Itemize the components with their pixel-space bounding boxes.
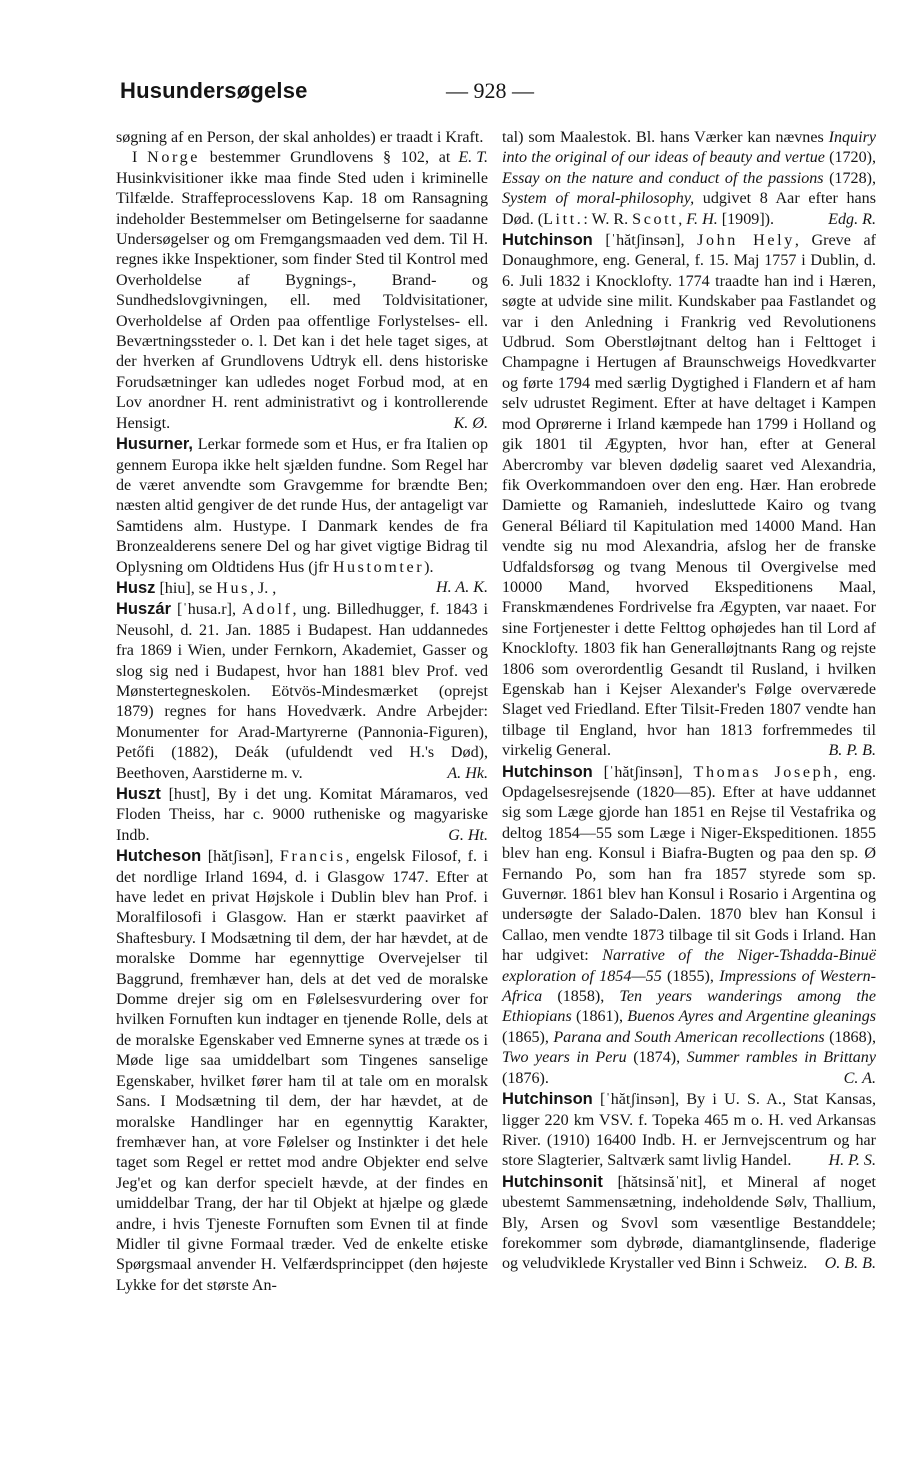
- author-signature: B. P. B.: [828, 742, 876, 760]
- page-header: [0, 72, 920, 116]
- entry-husz: Husz [hiu], se Hus, J. ,: [116, 578, 277, 597]
- paragraph: I Norge bestemmer Grundlovens § 102, at Husinkvisitioner ikke maa finde Sted uden i kriminelle Tilfælde. Straffeprocesslovens Kap. 18 om Ransagning indeholder Bestemmelser om Betingelserne for saadanne Undersøgelser og om Fremgangsmaaden ved dem. Til H. regnes ikke Inspektioner, som finder Sted til Kontrol med Overholdelse af Bygnings-, Brand- og Sundhedslovgivningen, ell. med Toldvisitationer, Overholdelse af Orden paa offentlige Forlystelses- ell. Beværtningssteder o. l. Det kan i det hele taget siges, at der hverken af Grundlovens Udtryk ell. dens historiske Forudsætninger kan udledes noget Forbud mod, at en Lov anordner H. rent administrativt og i kontrollerende Hensigt. K. Ø.: [116, 148, 488, 434]
- headword: Hutchinson: [502, 1090, 593, 1109]
- paragraph: tal) som Maalestok. Bl. hans Værker kan nævnes Inquiry into the original of our ideas of beauty and vertue (1720), Essay on the nature and conduct of the passions (1728), System of moral-philosophy, udgivet 8 Aar efter hans Død. (Litt.: W. R. Scott, F. H. [1909]). Edg. R.: [502, 128, 876, 230]
- entry-hutchinson-john: Hutchinson [ˈhătʃinsən], John Hely, Greve af Donaughmore, eng. General, f. 15. Maj 1757 i Dublin, d. 6. Juli 1832 i Knocklofty. 1774 traadte han ind i Hæren, søgte at udvide sine milit. Kundskaber paa Fastlandet og var i den Anledning i Frankrig ved Revolutionens Udbrud. Som Oberstløjtnant deltog han i Felttoget i Champagne i Hertugen af Braunschweigs Hovedkvarter og førte 1794 med særlig Dygtighed i Flandern et af ham selv udrustet Regiment. Efter at have deltaget i Kampen mod Oprørerne i Irland kæmpede han 1799 i Holland og gik 1801 til Ægypten, hvor han, efter at General Abercromby var bleven dødelig saaret ved Alexandria, fik Overkommandoen over den eng. Hær. Han erobrede Damiette og Ramanieh, indesluttede Kairo og tvang General Béliard til Kapitulation med 14000 Mand. Han vendte sig nu mod Alexandria, afslog her de franske Udfaldsforsøg og tvang Menous til Overgivelse med 10000 Mand, hvorved Ekspeditionens Maal, Franskmændenes Fordrivelse fra Ægypten, var naaet. For sine Fortjenester i dette Felttog ophøjedes han til Lord af Knocklofty. 1803 fik han Generalløjtnants Rang og rejste 1806 som overordentlig Gesandt til Rusland, i hvilken Egenskab han i Kejser Alexander's Følge overværede Slaget ved Friedland. Efter Tilsit-Freden 1807 vendte han tilbage til England, hvor han 1813 forfremmedes til virkelig General. B. P. B.: [502, 230, 876, 762]
- entry-hutchinson-thomas: Hutchinson [ˈhătʃinsən], Thomas Joseph, eng. Opdagelsesrejsende (1820—85). Efter at have uddannet sig som Læge gjorde han 1851 en Rejse til Vestafrika og deltog 1854—55 som Læge i Niger-Ekspeditionen. 1855 blev han eng. Konsul i Biafra-Bugten og paa den sp. Ø Fernando Po, som han fra 1857 styrede som sp. Guvernør. 1861 blev han Konsul i Rosario i Argentina og undersøgte der Salado-Dalen. 1870 blev han Konsul i Callao, men vendte 1873 tilbage til sit Gods i Irland. Han har udgivet: Narrative of the Niger-Tshadda-Binuë exploration of 1854—55 (1855), Impressions of Western-Africa (1858), Ten years wanderings among the Ethiopians (1861), Buenos Ayres and Argentine gleanings (1865), Parana and South American recollections (1868), Two years in Peru (1874), Summer rambles in Brittany (1876). C. A.: [502, 762, 876, 1090]
- headword: Husurner,: [116, 435, 194, 454]
- right-column: [502, 128, 876, 1275]
- entry-huszar: Huszár [ˈhusa.r], Adolf, ung. Billedhugger, f. 1843 i Neusohl, d. 21. Jan. 1885 i Budapest. Han uddannedes fra 1869 i Wien, under Fernkorn, Akademiet, Gasser og slog sig ned i Budapest, hvor han 1881 blev Prof. ved Mønstertegneskolen. Eötvös-Mindesmærket (oprejst 1879) regnes for hans Hovedværk. Andre Arbejder: Monumenter for Arad-Martyrerne (Pannonia-Figuren), Petőfi (1882), Deák (ufuldendt ved H.'s Død), Beethoven, Aarstiderne m. v. A. Hk.: [116, 599, 488, 784]
- entry-huszt: Huszt [hust], By i det ung. Komitat Máramaros, ved Floden Theiss, har c. 9000 rutheniske og magyariske Indb. G. Ht.: [116, 784, 488, 846]
- headword: Hutcheson: [116, 847, 202, 866]
- page-number: — 928 —: [446, 78, 534, 103]
- author-signature: G. Ht.: [448, 826, 488, 844]
- author-signature: K. Ø.: [453, 414, 488, 432]
- author-signature: H. A. K.: [435, 578, 488, 596]
- headword: Hutchinsonit: [502, 1172, 603, 1191]
- entry-hutchinson-city: Hutchinson [ˈhătʃinsən], By i U. S. A., Stat Kansas, ligger 220 km VSV. f. Topeka 465 m o. H. ved Arkansas River. (1910) 16400 Indb. H. er Jernvejscentrum og har store Slagterier, Saltværk samt livlig Handel. H. P. S.: [502, 1089, 876, 1172]
- headword: Husz: [116, 578, 156, 597]
- headword: Huszt: [116, 785, 161, 803]
- headword: Hutchinson: [502, 762, 593, 781]
- paragraph: søgning af en Person, der skal anholdes) er traadt i Kraft. E. T.: [116, 128, 488, 148]
- author-signature: E. T.: [458, 149, 488, 167]
- author-signature: O. B. B.: [824, 1255, 876, 1273]
- author-signature: A. Hk.: [447, 764, 488, 782]
- entry-hutchinsonit: Hutchinsonit [hătsinsăˈnit], et Mineral af noget ubestemt Sammensætning, indeholdende Sølv, Thallium, Bly, Arsen og Svovl som væsentlige Bestanddele; forekommer som dybrøde, diamantglinsende, fladerige og veludviklede Krystaller ved Binn i Schweiz. O. B. B.: [502, 1172, 876, 1275]
- left-column: [116, 128, 488, 1296]
- entry-husurner: Husurner, Lerkar formede som et Hus, er fra Italien op gennem Europa ikke helt sjælden fundne. Som Regel har de været anvendte som Gravgemme for brændte Ben; næsten altid gengiver de det runde Hus, der antageligt var Samtidens alm. Hustype. I Danmark kendes de fra Bronzealderens senere Del og har givet vigtige Bidrag til Oplysning om Oldtidens Hus (jfr Hustomter). H. A. K.: [116, 434, 488, 578]
- entry-hutcheson: Hutcheson [hătʃisən], Francis, engelsk Filosof, f. i det nordlige Irland 1694, d. i Glasgow 1747. Efter at have ledet en privat Højskole i Dublin blev han Prof. i Moralfilosofi i Glasgow. Han er stærkt paavirket af Shaftesbury. I Modsætning til dem, der har hævdet, at de moralske Domme har egennyttige Overvejelser til Baggrund, fremhæver han, dels at det ved de moralske Domme drejer sig om en Følelsesvurdering over for hvilken Fornuften kun indtager en tjenende Rolle, dels at de moralske Egenskaber ved Emnerne synes at træde os i Møde lige saa umiddelbart som Tingenes sanselige Egenskaber, hvilket fører ham til at tale om en moralsk Sans. I Modsætning til dem, der har hævdet, at de moralske Handlinger har en egennyttig Karakter, fremhæver han, at vore Følelser og Instinkter i det hele taget som Regel er rettet mod andre Objekter end selve Jeg'et og kan derfor specielt hævde, at der findes en umiddelbar Trang, der har til Objekt at hjælpe og glæde andre, i hvis Tjeneste Fornuften som Evnen til at finde Midler til givne Formaal træder. Ved de enkelte etiske Spørgsmaal anvender H. Velfærdsprincippet (den højeste Lykke for det største An-: [116, 847, 489, 1294]
- headword: Huszár: [116, 600, 172, 619]
- author-signature: C. A.: [843, 1069, 876, 1087]
- author-signature: H. P. S.: [828, 1152, 876, 1170]
- author-signature: Edg. R.: [828, 210, 876, 228]
- headword: Hutchinson: [502, 231, 593, 250]
- running-head: Husundersøgelse: [120, 78, 308, 103]
